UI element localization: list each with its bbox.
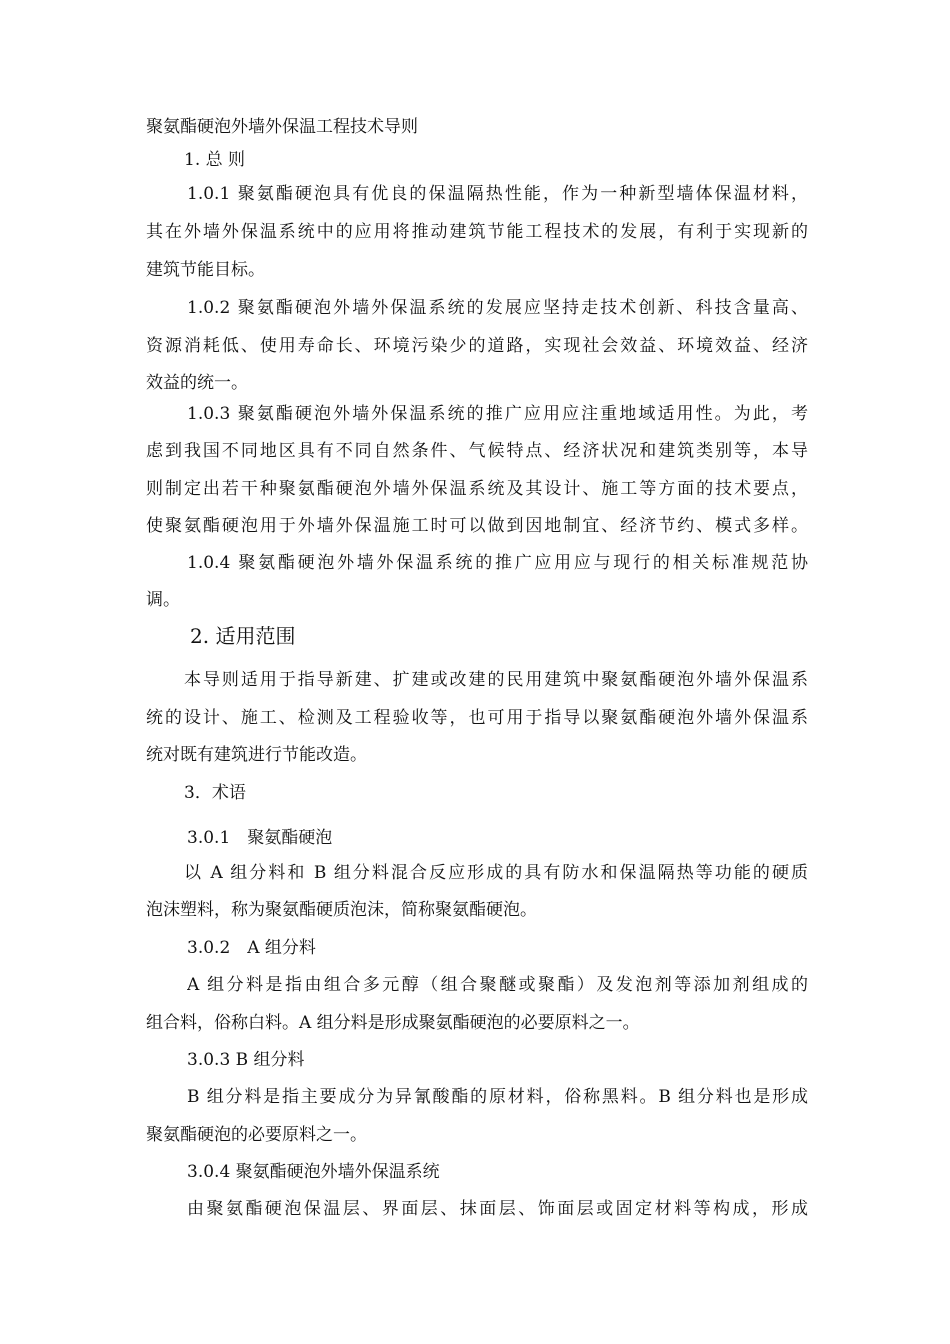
section-2-heading: 2. 适用范围 <box>190 624 296 648</box>
paragraph-line: 本导则适用于指导新建、扩建或改建的民用建筑中聚氨酯硬泡外墙外保温系 <box>184 670 808 690</box>
paragraph-line: 调。 <box>146 590 180 610</box>
paragraph-line: 1.0.2 聚氨酯硬泡外墙外保温系统的发展应坚持走技术创新、科技含量高、 <box>187 298 808 318</box>
paragraph-line: 效益的统一。 <box>146 373 248 393</box>
paragraph-line: 虑到我国不同地区具有不同自然条件、气候特点、经济状况和建筑类别等，本导 <box>146 441 808 461</box>
term-heading: 3.0.1 聚氨酯硬泡 <box>187 828 333 848</box>
paragraph-line: 则制定出若干种聚氨酯硬泡外墙外保温系统及其设计、施工等方面的技术要点， <box>146 479 808 499</box>
term-heading: 3.0.2 A 组分料 <box>187 938 316 958</box>
paragraph-line: 资源消耗低、使用寿命长、环境污染少的道路，实现社会效益、环境效益、经济 <box>146 336 808 356</box>
term-heading: 3.0.3 B 组分料 <box>187 1050 305 1070</box>
paragraph-line: 其在外墙外保温系统中的应用将推动建筑节能工程技术的发展，有利于实现新的 <box>146 222 808 242</box>
paragraph-line: A 组分料是指由组合多元醇（组合聚醚或聚酯）及发泡剂等添加剂组成的 <box>187 975 808 995</box>
paragraph-line: 1.0.3 聚氨酯硬泡外墙外保温系统的推广应用应注重地域适用性。为此，考 <box>187 404 808 424</box>
paragraph-line: 建筑节能目标。 <box>146 260 265 280</box>
paragraph-line: 1.0.1 聚氨酯硬泡具有优良的保温隔热性能，作为一种新型墙体保温材料， <box>187 184 808 204</box>
section-3-heading: 3．术语 <box>184 783 246 803</box>
paragraph-line: 统的设计、施工、检测及工程验收等，也可用于指导以聚氨酯硬泡外墙外保温系 <box>146 708 808 728</box>
paragraph-line: B 组分料是指主要成分为异氰酸酯的原材料，俗称黑料。B 组分料也是形成 <box>187 1087 808 1107</box>
paragraph-line: 聚氨酯硬泡的必要原料之一。 <box>146 1125 367 1145</box>
section-1-heading: 1. 总 则 <box>184 150 246 170</box>
paragraph-line: 使聚氨酯硬泡用于外墙外保温施工时可以做到因地制宜、经济节约、模式多样。 <box>146 516 808 536</box>
paragraph-line: 泡沫塑料，称为聚氨酯硬质泡沫，简称聚氨酯硬泡。 <box>146 900 537 920</box>
term-heading: 3.0.4 聚氨酯硬泡外墙外保温系统 <box>187 1162 440 1182</box>
document-title: 聚氨酯硬泡外墙外保温工程技术导则 <box>146 117 418 137</box>
paragraph-line: 1.0.4 聚氨酯硬泡外墙外保温系统的推广应用应与现行的相关标准规范协 <box>187 553 808 573</box>
paragraph-line: 以 A 组分料和 B 组分料混合反应形成的具有防水和保温隔热等功能的硬质 <box>184 863 808 883</box>
paragraph-line: 由聚氨酯硬泡保温层、界面层、抹面层、饰面层或固定材料等构成，形成 <box>187 1199 808 1219</box>
paragraph-line: 统对既有建筑进行节能改造。 <box>146 745 367 765</box>
paragraph-line: 组合料，俗称白料。A 组分料是形成聚氨酯硬泡的必要原料之一。 <box>146 1013 640 1033</box>
